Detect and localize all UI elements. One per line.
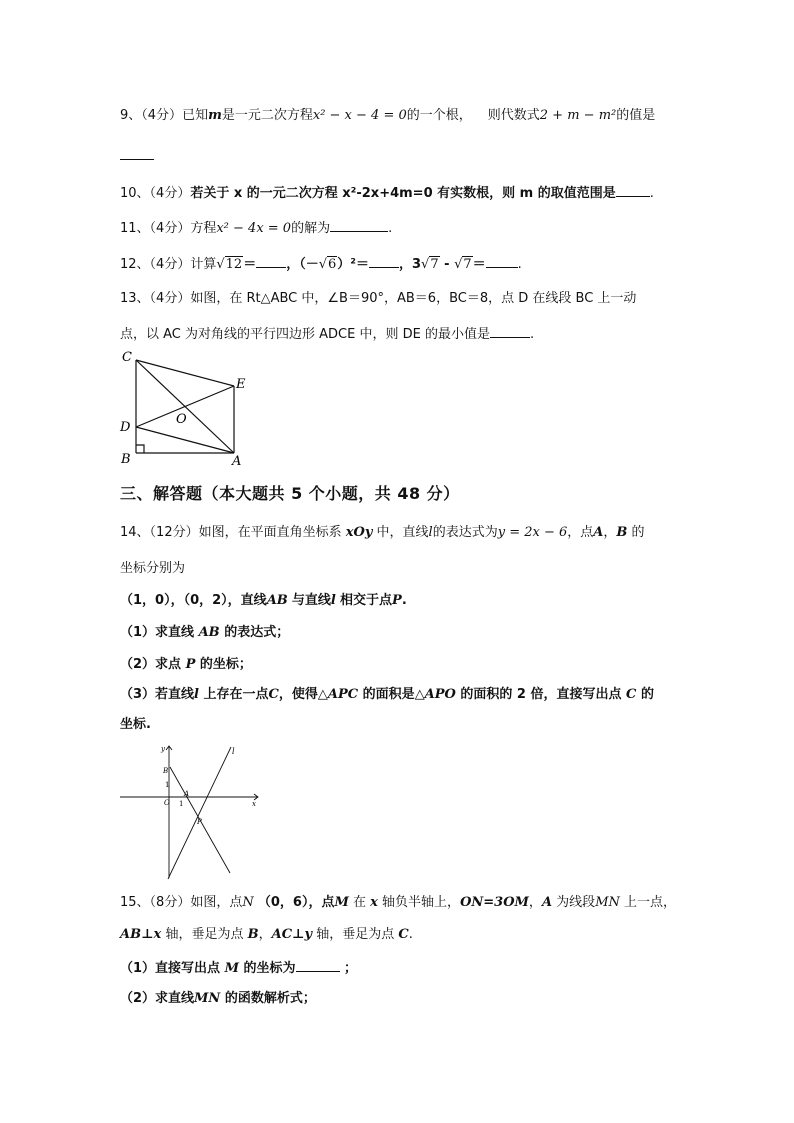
q15-text-l2f: .: [408, 927, 413, 942]
q14-sub-1-text-2: 的表达式；: [224, 625, 290, 640]
q14-fig-label-1y: 1: [165, 781, 170, 789]
q12-equals-2: ＝: [472, 257, 486, 272]
q12-radicand-4: 7: [463, 257, 472, 272]
q11-score: （4分）: [149, 221, 191, 236]
q14-text-2: 中，直线: [376, 525, 429, 540]
q9-text-5: 的值是: [616, 108, 656, 123]
q13-answer-blank: [490, 324, 530, 338]
q15-text-l2b: 轴，垂足为点: [165, 927, 244, 942]
q15-text-4: ，: [528, 895, 542, 910]
q12-answer-blank-1: [256, 254, 286, 268]
q10-number: 10、: [120, 186, 150, 201]
q14-text-5: 的: [631, 525, 645, 540]
q11-number: 11、: [120, 221, 150, 236]
q14-fig-label-x: x: [252, 800, 256, 808]
section-3-title: 三、解答题（本大题共 5 个小题，共 48 分）: [120, 484, 460, 503]
q14-sub-2-P: P: [185, 657, 196, 672]
q14-sub-3-line-2: [120, 716, 151, 734]
q14-tri-APO: △APO: [414, 687, 456, 702]
q13-figure: [110, 345, 260, 470]
q11-text: 方程: [190, 221, 217, 236]
q14-text: 如图，在平面直角坐标系: [198, 525, 342, 540]
q13-text-line-2: 点，以 AC 为对角线的平行四边形 ADCE 中，则 DE 的最小值是: [120, 327, 490, 342]
q15-text: 如图，点: [190, 895, 243, 910]
q15-MN: MN: [595, 895, 620, 910]
q10-text: 若关于 x 的一元二次方程 x²-2x+4m=0 有实数根，则 m 的取值范围是: [190, 186, 616, 201]
q13-right-angle-mark: [136, 445, 144, 453]
q14-fig-label-P: P: [197, 818, 202, 826]
q13-text-line-1: 如图，在 Rt△ABC 中，∠B＝90°，AB＝6，BC＝8，点 D 在线段 BC 上一动: [190, 291, 637, 306]
q14-sub-3-text-6: 的: [640, 687, 654, 702]
q14-fig-label-y: y: [161, 745, 165, 753]
q12-radicand-2: 6: [328, 257, 337, 272]
q15-A: A: [541, 895, 553, 910]
q14-sub-3-text-7: 坐标.: [120, 717, 151, 732]
q10-end: .: [649, 186, 654, 201]
q15-B: B: [247, 927, 259, 942]
q12-answer-blank-3: [486, 254, 518, 268]
q14-fig-label-A: A: [184, 790, 190, 798]
q12-part-3: ，3: [399, 257, 422, 272]
q14-number: 14、: [120, 525, 150, 540]
question-10: [120, 183, 654, 203]
q11-equation: x² − 4x = 0: [216, 221, 292, 236]
q14-sub-1-AB: AB: [198, 625, 220, 640]
q15-ON: ON=3OM: [460, 895, 529, 910]
q13-seg-CE: [136, 360, 234, 386]
q15-sub-1-text-3: ；: [344, 961, 358, 976]
q14-sub-3-text: （3）若直线: [120, 687, 195, 702]
q14-sub-3-l: l: [194, 687, 199, 702]
q10-score: （4分）: [149, 186, 191, 201]
q14-sub-1-text: （1）求直线: [120, 625, 195, 640]
q14-sub-1: [120, 624, 289, 642]
q14-fig-label-O: O: [164, 799, 170, 807]
q15-AC-perp: AC⊥y: [271, 927, 313, 942]
q15-sub-2: [120, 990, 316, 1008]
q15-coord-N: （0，6），点: [257, 895, 335, 910]
q15-text-l2c: ，: [258, 927, 272, 942]
q14-sub-3-text-2: 上存在一点: [203, 687, 269, 702]
q15-sub-2-text-2: 的函数解析式；: [224, 991, 316, 1006]
q14-xoy: xOy: [345, 525, 373, 540]
q14-point-B: B: [616, 525, 628, 540]
question-15-line-2: [120, 926, 413, 944]
question-14-line-3: [120, 592, 407, 610]
q15-sub-1-text: （1）直接写出点: [120, 961, 221, 976]
q14-score: （12分）: [149, 525, 199, 540]
q15-answer-blank: [296, 958, 340, 972]
question-13: [120, 290, 636, 308]
q12-minus: -: [439, 257, 455, 272]
q14-sub-2: [120, 656, 252, 674]
q12-part-2b: ）²＝: [337, 257, 369, 272]
q14-sub-3-text-5: 的面积的 2 倍，直接写出点: [460, 687, 622, 702]
q15-sub-1: [120, 958, 357, 978]
q9-text-2: 是一元二次方程: [221, 108, 313, 123]
q14-line-l: l: [428, 525, 433, 540]
question-14-line-2: [120, 560, 185, 578]
q15-sub-2-MN: MN: [194, 991, 221, 1006]
q14-sub-2-text: （2）求点: [120, 657, 182, 672]
question-12: 12、（4分）计算√12＝ ，（－√6）²＝ ，3√7 - √7＝ .: [120, 254, 522, 274]
q13-label-A: A: [232, 454, 242, 469]
q13-label-C: C: [122, 350, 132, 365]
q14-text-4: ，点: [567, 525, 594, 540]
q15-text-3: 轴负半轴上，: [382, 895, 461, 910]
q15-sub-1-text-2: 的坐标为: [243, 961, 296, 976]
q14-fig-label-l: l: [232, 747, 235, 756]
q14-text-3b: 与直线: [291, 593, 331, 608]
q14-sub-2-text-2: 的坐标；: [199, 657, 252, 672]
q13-label-O: O: [176, 412, 187, 427]
q14-fig-label-B: B: [163, 767, 169, 775]
q15-N: N: [242, 895, 254, 910]
question-9: [120, 107, 655, 125]
q12-radicand-1: 12: [225, 257, 243, 272]
q12-answer-blank-2: [369, 254, 399, 268]
q14-coords: （1，0），（0，2），直线: [120, 593, 267, 608]
q14-sub-3-C: C: [268, 687, 279, 702]
q12-equals: ＝: [243, 257, 257, 272]
q11-text-2: 的解为: [291, 221, 331, 236]
q12-end: .: [517, 257, 522, 272]
q15-text-5: 为线段: [556, 895, 596, 910]
question-15: [120, 894, 676, 912]
q15-number: 15、: [120, 895, 150, 910]
q14-comma: ，: [603, 525, 617, 540]
q15-M: M: [334, 895, 349, 910]
q13-end: .: [529, 327, 535, 342]
q9-text-3: 的一个根，: [406, 108, 472, 123]
q12-text: 计算: [190, 257, 217, 272]
q9-expression: 2 + m − m²: [539, 108, 617, 123]
q15-AB-perp: AB⊥x: [120, 927, 162, 942]
q14-line-l-graph: [168, 747, 231, 879]
q14-fig-label-1x: 1: [179, 800, 184, 808]
q9-answer-blank: [120, 146, 154, 166]
q14-line-l-2: l: [330, 593, 336, 608]
q13-score: （4分）: [149, 291, 191, 306]
q13-number: 13、: [120, 291, 150, 306]
q14-point-P: P: [392, 593, 402, 608]
q15-x: x: [370, 895, 378, 910]
q9-text: 已知: [182, 108, 209, 123]
q14-equation: y = 2x − 6: [497, 525, 568, 540]
q12-part-2: ，（－: [286, 257, 319, 272]
q9-m: m: [208, 108, 222, 123]
q9-number: 9、: [120, 108, 142, 123]
q14-sub-3-text-3: ，使得: [278, 687, 318, 702]
q14-sub-3-C-2: C: [626, 687, 637, 702]
q14-text-3c: 相交于点: [340, 593, 393, 608]
q15-text-6: 上一点，: [624, 895, 677, 910]
q13-label-D: D: [120, 420, 131, 435]
question-11: [120, 218, 392, 238]
q11-end: .: [388, 221, 393, 236]
q14-tri-APC: △APC: [317, 687, 359, 702]
q10-answer-blank: [616, 183, 650, 197]
q13-label-B: B: [121, 452, 131, 467]
q15-sub-1-M: M: [224, 961, 239, 976]
q14-sub-3: [120, 686, 654, 704]
q12-number: 12、: [120, 257, 150, 272]
q13-seg-DA: [136, 427, 234, 453]
q14-sub-3-text-4: 的面积是: [362, 687, 415, 702]
q14-figure: [118, 740, 268, 882]
q9-equation: x² − x − 4 = 0: [312, 108, 407, 123]
q12-score: （4分）: [149, 257, 191, 272]
q14-text-3: 的表达式为: [432, 525, 498, 540]
q14-AB: AB: [266, 593, 288, 608]
q14-dot: .: [401, 593, 407, 608]
q9-text-4: 则代数式: [487, 108, 540, 123]
q9-score: （4分）: [141, 108, 183, 123]
q14-text-line-2: 坐标分别为: [120, 561, 186, 576]
q15-sub-2-text: （2）求直线: [120, 991, 195, 1006]
q14-point-A: A: [593, 525, 604, 540]
question-14: [120, 524, 645, 542]
q15-text-2: 在: [352, 895, 366, 910]
q11-answer-blank: [330, 218, 388, 232]
q15-C: C: [398, 927, 409, 942]
q15-text-l2e: 轴，垂足为点: [316, 927, 395, 942]
q12-radicand-3: 7: [430, 257, 439, 272]
q15-score: （8分）: [149, 895, 191, 910]
question-13-line-2: [120, 324, 534, 344]
q13-label-E: E: [236, 377, 246, 392]
